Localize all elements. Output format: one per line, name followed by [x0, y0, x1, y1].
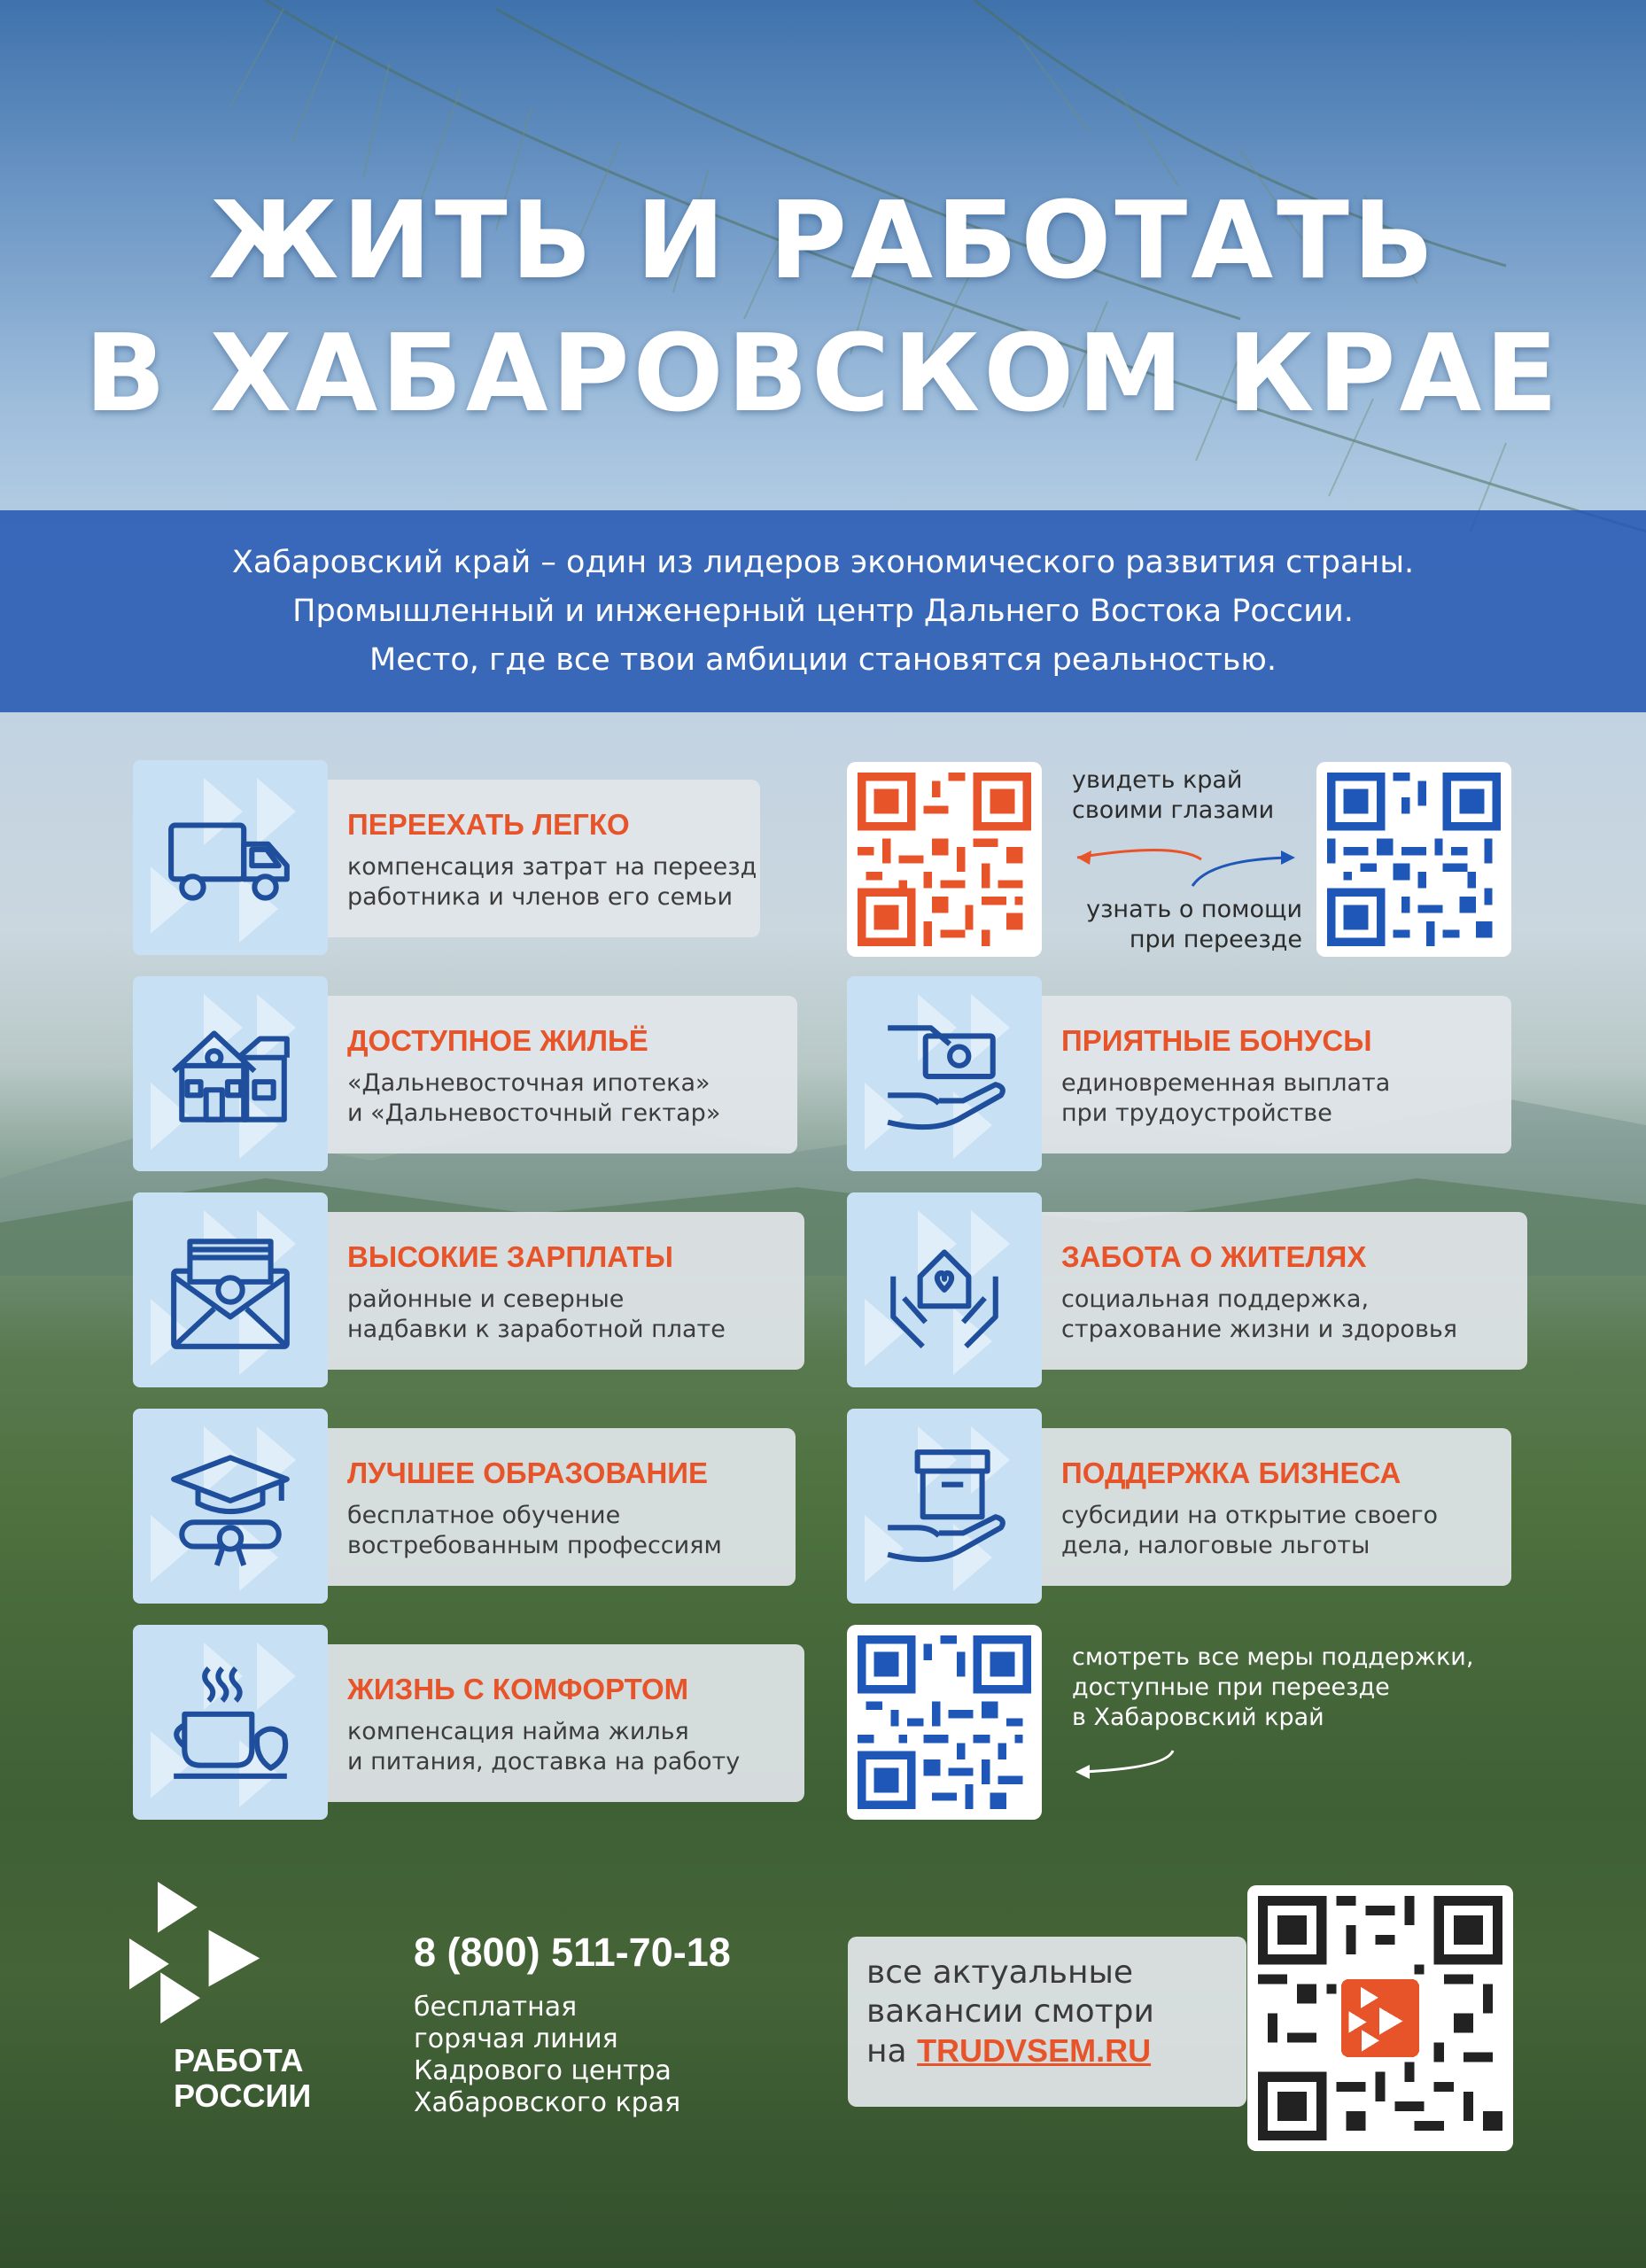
text-box	[1042, 1212, 1527, 1370]
truck-icon	[163, 790, 298, 925]
hand-money-icon	[877, 1006, 1012, 1141]
card-heading: ПЕРЕЕХАТЬ ЛЕГКО	[347, 808, 630, 841]
page-title	[0, 175, 1646, 441]
logo-mark	[129, 1882, 271, 2023]
icon-tile	[133, 760, 328, 955]
graduation-cap-icon	[163, 1439, 298, 1573]
arrow-left-orange-icon	[1077, 850, 1201, 859]
note-see-region: увидеть край своими глазами	[1072, 766, 1275, 824]
arrowhead-left-icon	[1077, 850, 1091, 865]
qr-code-video[interactable]	[847, 762, 1042, 957]
house-icon	[163, 1006, 298, 1141]
card-heading: ПРИЯТНЫЕ БОНУСЫ	[1061, 1024, 1372, 1057]
trudvsem-link[interactable]: TRUDVSEM.RU	[917, 2032, 1152, 2069]
icon-tile	[847, 976, 1042, 1171]
card-heading: ДОСТУПНОЕ ЖИЛЬЁ	[347, 1024, 648, 1057]
hotline-phone[interactable]: 8 (800) 511-70-18	[414, 1930, 731, 1975]
icon-tile	[847, 1409, 1042, 1604]
card-description: «Дальневосточная ипотека» и «Дальневосточный гектар»	[347, 1069, 721, 1127]
text-box	[328, 780, 760, 937]
text-box	[1042, 1428, 1511, 1586]
qr-pattern	[1258, 1896, 1502, 2140]
envelope-money-icon	[163, 1223, 298, 1357]
icon-tile	[847, 1192, 1042, 1387]
logo-text: РАБОТА РОССИИ	[174, 2042, 312, 2114]
intro-line-2: Промышленный и инженерный центр Дальнего Востока России.	[292, 594, 1354, 629]
text-box	[1042, 996, 1511, 1153]
icon-tile	[133, 1625, 328, 1820]
card-description: компенсация найма жилья и питания, доставка на работу	[347, 1718, 741, 1775]
qr-pattern	[858, 773, 1031, 946]
coffee-cup-icon	[163, 1655, 298, 1790]
card-description: бесплатное обучение востребованным профессиям	[347, 1502, 722, 1559]
note-relocation-help: узнать о помощи при переезде	[1086, 896, 1302, 953]
trudvsem-center-logo-icon	[1341, 1979, 1419, 2057]
card-heading: ПОДДЕРЖКА БИЗНЕСА	[1061, 1456, 1401, 1489]
card-heading: ЗАБОТА О ЖИТЕЛЯХ	[1061, 1240, 1367, 1273]
card-heading: ВЫСОКИЕ ЗАРПЛАТЫ	[347, 1240, 673, 1273]
qr-code-relocation-help[interactable]	[1316, 762, 1511, 957]
text-box	[328, 1644, 804, 1802]
arrow-left-white-icon	[1068, 1745, 1184, 1798]
arrow-right-blue-icon	[1192, 858, 1290, 886]
icon-tile	[133, 976, 328, 1171]
card-heading: ЖИЗНЬ С КОМФОРТОМ	[347, 1673, 689, 1705]
vacancies-text: все актуальные вакансии смотри на TRUDVSEM.RU	[866, 1954, 1154, 2070]
card-description: субсидии на открытие своего дела, налоговые льготы	[1061, 1502, 1439, 1559]
icon-tile	[133, 1409, 328, 1604]
card-description: социальная поддержка, страхование жизни и здоровья	[1061, 1285, 1458, 1343]
rabota-rossii-logo-icon	[129, 1882, 271, 2023]
qr-code-trudvsem[interactable]	[1247, 1885, 1513, 2151]
card-description: единовременная выплата при трудоустройстве	[1061, 1069, 1391, 1127]
hand-box-icon	[877, 1439, 1012, 1573]
title-line-2: В ХАБАРОВСКОМ КРАЕ	[84, 313, 1562, 436]
qr-pattern	[858, 1635, 1031, 1809]
card-heading: ЛУЧШЕЕ ОБРАЗОВАНИЕ	[347, 1456, 709, 1489]
text-box	[328, 1212, 804, 1370]
text-box	[328, 1428, 796, 1586]
text-box	[328, 996, 797, 1153]
caring-hands-home-icon	[877, 1223, 1012, 1357]
title-line-1: ЖИТЬ И РАБОТАТЬ	[208, 180, 1438, 303]
arrows	[1068, 833, 1299, 904]
intro-line-1: Хабаровский край – один из лидеров экономического развития страны.	[231, 545, 1415, 580]
intro-line-3: Место, где все твои амбиции становятся реальностью.	[369, 642, 1277, 678]
intro-text	[0, 539, 1646, 685]
note-all-support: смотреть все меры поддержки, доступные при переезде в Хабаровский край	[1072, 1643, 1474, 1731]
qr-pattern	[1327, 773, 1501, 946]
qr-code-all-support[interactable]	[847, 1625, 1042, 1820]
card-description: компенсация затрат на переезд работника и членов его семьи	[347, 853, 757, 911]
arrowhead-right-icon	[1281, 850, 1295, 865]
icon-tile	[133, 1192, 328, 1387]
card-description: районные и северные надбавки к заработной плате	[347, 1285, 726, 1343]
hotline-description: бесплатная горячая линия Кадрового центра Хабаровского края	[414, 1992, 681, 2118]
